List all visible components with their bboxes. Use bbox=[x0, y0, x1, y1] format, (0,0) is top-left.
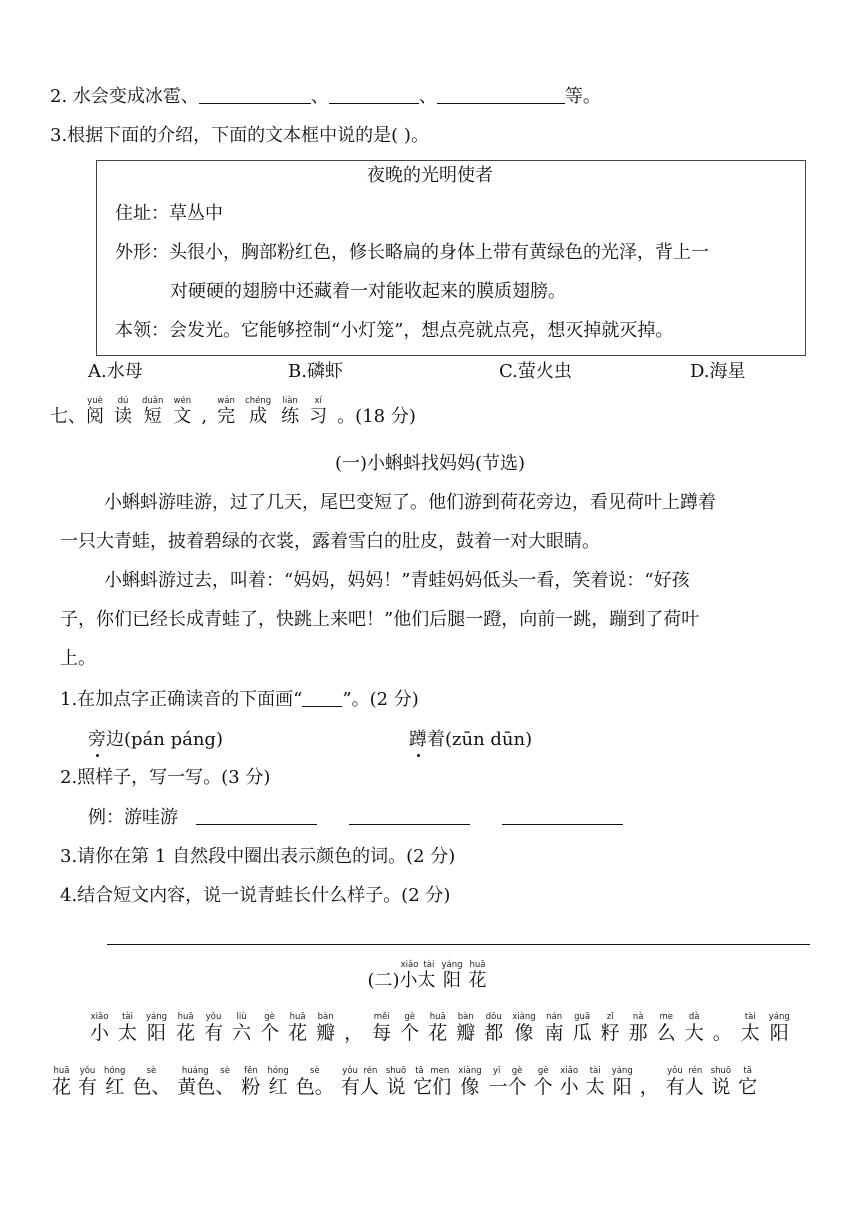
p2-line1-char-24: 阳yáng bbox=[768, 1012, 790, 1044]
p2-line2-char-19: 说shuō bbox=[710, 1066, 732, 1098]
p2-line2-char-5: 粉fěn bbox=[241, 1066, 261, 1098]
answer-blank-2[interactable] bbox=[329, 85, 419, 104]
q6-item2-prefix: 2. 水会变成冰雹、 bbox=[50, 86, 199, 107]
q6-item2 bbox=[50, 85, 601, 109]
question2: 2.照样子，写一写。(3 分) bbox=[60, 767, 271, 788]
passage1-para1-line1: 小蝌蚪游哇游，过了几天，尾巴变短了。他们游到荷花旁边，看见荷叶上蹲着 bbox=[104, 492, 716, 513]
word1-pinyin-choices: 边(pán páng) bbox=[106, 729, 223, 750]
passage2-title-ruby bbox=[399, 960, 493, 991]
passage1-para2-line3: 上。 bbox=[60, 648, 96, 669]
question2-example bbox=[88, 806, 623, 830]
p2-line1-char-14: 都dōu bbox=[484, 1012, 504, 1044]
p2-line2-char-14: 小xiǎo bbox=[559, 1066, 579, 1098]
p2-line2-char-1: 有yǒu bbox=[78, 1066, 98, 1098]
p2-line2-char-7: 色。sè bbox=[295, 1066, 334, 1098]
q6-item2-sep1: 、 bbox=[310, 86, 329, 107]
passage2-line1 bbox=[90, 1012, 799, 1046]
p2-line1-char-12: 花huā bbox=[428, 1012, 448, 1044]
heading-char-1: 读dú bbox=[114, 396, 132, 427]
option-d[interactable]: D.海星 bbox=[690, 361, 746, 382]
answer-blank-3[interactable] bbox=[437, 85, 565, 104]
p2-title-char-2: 花huā bbox=[468, 960, 487, 991]
p2-line1-char-4: 有yǒu bbox=[204, 1012, 224, 1044]
passage1-para2-line1: 小蝌蚪游过去，叫着：“妈妈，妈妈！”青蛙妈妈低头一看，笑着说：“好孩 bbox=[104, 570, 690, 591]
passage2-line2 bbox=[52, 1066, 764, 1100]
box-title: 夜晚的光明使者 bbox=[367, 165, 493, 186]
p2-line1-char-17: 瓜guā bbox=[572, 1012, 592, 1044]
q7-heading-suffix: 。(18 分) bbox=[337, 406, 416, 427]
heading-char-6: 成chéng bbox=[245, 396, 272, 427]
p2-line1-char-20: 么me bbox=[656, 1012, 676, 1044]
p2-line2-char-10: 它们tā men bbox=[413, 1066, 452, 1098]
option-a[interactable]: A.水母 bbox=[88, 361, 143, 382]
p2-line1-char-19: 那nà bbox=[628, 1012, 648, 1044]
p2-line1-char-1: 太tài bbox=[118, 1012, 138, 1044]
write-blank-2[interactable] bbox=[349, 806, 470, 825]
passage1-para2-line2: 子，你们已经长成青蛙了，快跳上来吧！”他们后腿一蹬，向前一跳，蹦到了荷叶 bbox=[60, 609, 700, 630]
passage2-title-prefix: (二) bbox=[367, 970, 400, 991]
p2-line2-char-3: 色、sè bbox=[132, 1066, 171, 1098]
p2-line1-char-3: 花huā bbox=[176, 1012, 196, 1044]
p2-line1-char-11: 个gè bbox=[400, 1012, 420, 1044]
question1-suffix: ”。(2 分) bbox=[342, 689, 419, 710]
option-b[interactable]: B.磷虾 bbox=[288, 361, 343, 382]
write-blank-3[interactable] bbox=[502, 806, 623, 825]
p2-line2-char-6: 红hóng bbox=[267, 1066, 289, 1098]
p2-line2-char-9: 说shuō bbox=[385, 1066, 407, 1098]
write-blank-1[interactable] bbox=[196, 806, 317, 825]
p2-line2-char-13: 个gè bbox=[533, 1066, 553, 1098]
heading-char-2: 短duǎn bbox=[142, 396, 164, 427]
p2-line2-char-17: ， bbox=[639, 1076, 659, 1098]
p2-line1-char-8: 瓣bàn bbox=[316, 1012, 336, 1044]
p2-line2-char-11: 像xiàng bbox=[458, 1066, 482, 1098]
p2-line1-char-7: 花huā bbox=[288, 1012, 308, 1044]
question4: 4.结合短文内容，说一说青蛙长什么样子。(2 分) bbox=[60, 885, 451, 906]
p2-line1-char-15: 像xiàng bbox=[512, 1012, 536, 1044]
question3: 3.请你在第 1 自然段中圈出表示颜色的词。(2 分) bbox=[60, 846, 456, 867]
p2-line2-char-18: 有人yǒu rén bbox=[665, 1066, 704, 1098]
p2-line1-char-18: 籽zǐ bbox=[600, 1012, 620, 1044]
question1-word2[interactable] bbox=[409, 728, 532, 752]
q6-item2-suffix: 等。 bbox=[564, 86, 601, 107]
heading-char-8: 习xí bbox=[309, 396, 328, 427]
heading-char-5: 完wán bbox=[217, 396, 236, 427]
heading-char-3: 文wén bbox=[173, 396, 192, 427]
p2-line2-char-12: 一个yī gè bbox=[488, 1066, 527, 1098]
box-appearance-line1: 外形：头很小，胸部粉红色，修长略扁的身体上带有黄绿色的光泽，背上一 bbox=[115, 242, 709, 263]
underline-sample bbox=[302, 690, 342, 707]
p2-line2-char-4: 黄色、huáng sè bbox=[177, 1066, 235, 1098]
question1-word1[interactable] bbox=[88, 728, 223, 752]
p2-title-char-1: 阳yáng bbox=[441, 960, 463, 991]
p2-line1-char-5: 六liù bbox=[232, 1012, 252, 1044]
box-ability: 本领：会发光。它能够控制“小灯笼”，想点亮就点亮，想灭掉就灭掉。 bbox=[115, 320, 674, 341]
p2-line2-char-15: 太tài bbox=[585, 1066, 605, 1098]
passage1-title: (一)小蝌蚪找妈妈(节选) bbox=[334, 453, 526, 474]
p2-line1-char-2: 阳yáng bbox=[146, 1012, 168, 1044]
dotted-char-pang: 旁 bbox=[88, 729, 106, 750]
q7-heading-prefix: 七、 bbox=[50, 406, 86, 427]
question1 bbox=[60, 688, 419, 712]
word2-pinyin-choices: 着(zūn dūn) bbox=[427, 729, 533, 750]
p2-line1-char-22: 。 bbox=[712, 1022, 732, 1044]
p2-line1-char-21: 大dà bbox=[684, 1012, 704, 1044]
section-divider bbox=[107, 944, 810, 945]
p2-line2-char-8: 有人yǒu rén bbox=[340, 1066, 379, 1098]
p2-line1-char-23: 太tài bbox=[740, 1012, 760, 1044]
q7-heading bbox=[50, 396, 416, 434]
example-word: 例：游哇游 bbox=[88, 807, 178, 828]
q6-item3: 3.根据下面的介绍，下面的文本框中说的是( )。 bbox=[50, 125, 429, 146]
question1-prefix: 1.在加点字正确读音的下面画“ bbox=[60, 689, 303, 710]
q7-heading-ruby bbox=[86, 396, 337, 427]
p2-line2-char-20: 它tā bbox=[738, 1066, 758, 1098]
heading-char-0: 阅yuè bbox=[86, 396, 104, 427]
box-address: 住址：草丛中 bbox=[115, 203, 223, 224]
heading-char-4: , bbox=[201, 406, 208, 427]
passage2-title bbox=[0, 960, 860, 997]
p2-line1-char-10: 每měi bbox=[372, 1012, 392, 1044]
p2-line2-char-0: 花huā bbox=[52, 1066, 72, 1098]
option-c[interactable]: C.萤火虫 bbox=[499, 361, 572, 382]
heading-char-7: 练liàn bbox=[281, 396, 300, 427]
p2-title-char-0: 小太xiǎo tài bbox=[399, 960, 436, 991]
dotted-char-dun: 蹲 bbox=[409, 729, 427, 750]
q6-item2-sep2: 、 bbox=[418, 86, 437, 107]
p2-line2-char-16: 阳yáng bbox=[611, 1066, 633, 1098]
p2-line1-char-9: ， bbox=[344, 1022, 364, 1044]
p2-line1-char-13: 瓣bàn bbox=[456, 1012, 476, 1044]
p2-line1-char-16: 南nán bbox=[544, 1012, 564, 1044]
p2-line2-char-2: 红hóng bbox=[104, 1066, 126, 1098]
p2-line1-char-6: 个gè bbox=[260, 1012, 280, 1044]
p2-line1-char-0: 小xiǎo bbox=[90, 1012, 110, 1044]
answer-blank-1[interactable] bbox=[199, 85, 311, 104]
passage1-para1-line2: 一只大青蛙，披着碧绿的衣裳，露着雪白的肚皮，鼓着一对大眼睛。 bbox=[60, 531, 600, 552]
box-appearance-line2: 对硬硬的翅膀中还藏着一对能收起来的膜质翅膀。 bbox=[170, 281, 566, 302]
